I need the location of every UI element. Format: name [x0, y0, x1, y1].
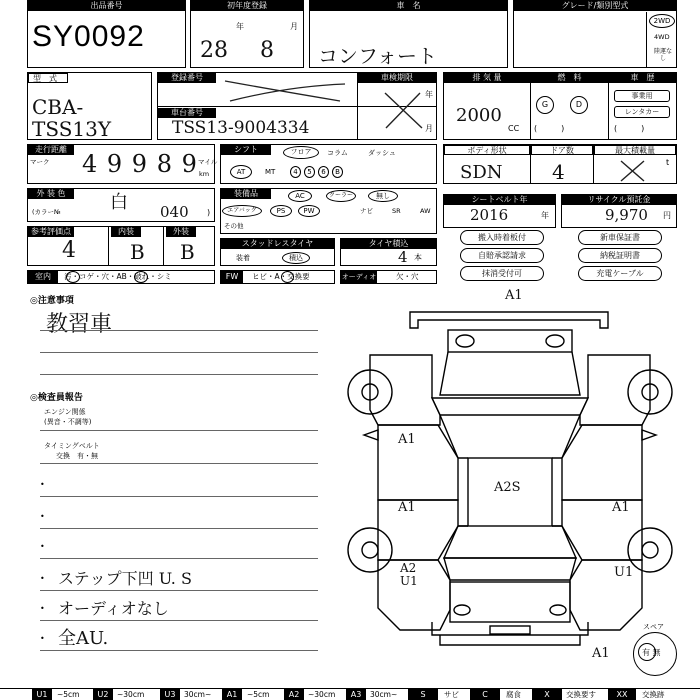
registration-number-label: 登録番号 — [158, 73, 216, 83]
meter-label: マーク — [30, 158, 50, 166]
legend-key-a2: A2 — [284, 689, 304, 700]
damage-left-quarter: A2 U1 — [400, 561, 418, 588]
exterior-grade: B — [180, 240, 195, 264]
doc-delivery: 搬入時着板付 — [460, 230, 544, 245]
color-value: 白 — [110, 192, 128, 213]
legend-key-c: C — [470, 689, 500, 700]
model-label: 型 式 — [28, 73, 68, 83]
interior-condition-items: 汚・コゲ・穴・AB・破れ・シミ — [64, 272, 172, 281]
legend-val-xx: 交換跡 — [642, 690, 665, 699]
load-unit: t — [666, 158, 670, 167]
mile-unit: マイル — [198, 158, 218, 166]
equip-pw: PW — [298, 205, 320, 217]
legend-key-u3: U3 — [160, 689, 180, 700]
studless-fitted: 装着 — [236, 254, 250, 262]
shift-mt: MT — [265, 168, 276, 176]
fuel-label: 燃 料 — [531, 73, 608, 83]
note-all-au: 全AU. — [58, 628, 109, 649]
note-audio: オーディオなし — [58, 599, 169, 618]
damage-left-door: A1 — [398, 432, 416, 447]
legend-val-u1: ~5cm — [57, 690, 80, 699]
legend-key-u2: U2 — [93, 689, 113, 700]
shift-column: コラム — [327, 149, 348, 157]
legend-key-u1: U1 — [32, 689, 52, 700]
doc-insurance: 自賠承認請求 — [460, 248, 544, 263]
engine-label: エンジン関係 — [44, 408, 86, 416]
equip-cooler: クーラー — [326, 190, 356, 202]
fw-label: FW — [221, 271, 243, 283]
legend-key-xx: XX — [608, 689, 636, 700]
equipment-label: 装備品 — [221, 189, 271, 199]
shift-at: AT — [230, 165, 252, 179]
belt-unit: 年 — [541, 211, 549, 220]
mileage-label: 走行距離 — [28, 145, 74, 155]
legend-val-a3: 30cm~ — [370, 690, 398, 699]
car-name-label: 車 名 — [310, 1, 507, 11]
audio-label: オーディオ — [341, 273, 377, 281]
lot-number: SY0092 — [32, 20, 145, 53]
shaken-cross-mark — [380, 88, 430, 133]
tire-label: タイヤ積込 — [341, 239, 436, 249]
recycle-value: 9,970 — [605, 206, 648, 224]
damage-hood: A2S — [494, 480, 521, 495]
year-unit: 年 — [236, 22, 244, 31]
tire-unit: 本 — [414, 253, 422, 262]
registration-cross-mark — [220, 76, 350, 106]
chassis-label: 車台番号 — [158, 108, 216, 118]
displacement-value: 2000 — [456, 105, 502, 126]
spare-value: 有 無 — [642, 648, 661, 657]
legend-val-a2: ~30cm — [308, 690, 336, 699]
shaken-month-unit: 月 — [425, 124, 433, 133]
interior-mark-2 — [134, 271, 148, 283]
doc-cancel: 抹消受付可 — [460, 266, 544, 281]
legend-val-x: 交換要す — [566, 690, 596, 699]
inspection-none: 陸運なし — [653, 48, 672, 62]
body-label: ボディ形状 — [444, 145, 530, 155]
legend-key-x: X — [532, 689, 562, 700]
equip-aw: AW — [420, 207, 431, 215]
interior-grade: B — [130, 240, 145, 264]
month-unit: 月 — [290, 22, 298, 31]
legend-val-a1: ~5cm — [247, 690, 270, 699]
lot-label: 出品番号 — [28, 1, 185, 11]
equip-airbag: エアバック — [222, 205, 262, 217]
interior-grade-label: 内装 — [111, 227, 141, 237]
doc-warranty: 新車保証書 — [578, 230, 662, 245]
shift-floor: フロア — [283, 146, 319, 159]
mileage-value: 4 9 9 8 9 — [82, 150, 198, 178]
legend-val-u3: 30cm~ — [184, 690, 212, 699]
shift-dash: ダッシュ — [368, 149, 396, 157]
registration-year: 28 — [200, 38, 228, 63]
inspector-title: ◎検査員報告 — [30, 393, 83, 403]
drive-4wd: 4WD — [654, 33, 670, 41]
shift-6: 6 — [318, 166, 329, 178]
belt-label: シートベルト年 — [444, 195, 555, 205]
shaken-year-unit: 年 — [425, 90, 433, 99]
usage-label: 車 歴 — [609, 73, 676, 83]
damage-top: A1 — [505, 288, 523, 303]
audio-items: 欠・穴 — [396, 272, 419, 281]
shaken-label: 車検期限 — [358, 73, 436, 83]
drive-2wd: 2WD — [649, 14, 675, 28]
damage-left-rear: A1 — [398, 500, 416, 515]
color-code-label: (カラー№ — [32, 208, 61, 216]
load-label: 最大積載量 — [594, 145, 676, 155]
grade-label: グレード/類別型式 — [514, 1, 676, 11]
equip-navi: ナビ — [360, 207, 373, 215]
fw-items: ヒビ・A・交換要 — [252, 272, 310, 281]
exterior-grade-label: 外装 — [166, 227, 196, 237]
interior-condition-label: 室内 — [28, 271, 58, 283]
equip-none: 無し — [368, 190, 398, 202]
color-code: 040 — [160, 203, 189, 221]
legend-val-c: 腐食 — [506, 690, 521, 699]
belt-value: 2016 — [470, 206, 509, 224]
km-unit: km — [199, 170, 210, 178]
shift-5: 5 — [304, 166, 315, 178]
spare-label: スペア — [643, 623, 664, 631]
doors-label: ドア数 — [531, 145, 593, 155]
legend-key-a3: A3 — [346, 689, 366, 700]
chassis-number: TSS13-9004334 — [172, 118, 310, 138]
legend-val-s: サビ — [444, 690, 459, 699]
notes-text: 教習車 — [46, 312, 113, 337]
equip-ps: PS — [270, 205, 292, 217]
legend-val-u2: ~30cm — [117, 690, 145, 699]
studless-label: スタッドレスタイヤ — [221, 239, 334, 249]
equip-other: その他 — [224, 222, 244, 230]
equip-sr: SR — [392, 207, 401, 215]
studless-loaded: 積込 — [282, 252, 310, 264]
notes-title: ◎注意事項 — [30, 296, 74, 306]
model-value: CBA-TSS13Y — [32, 95, 112, 141]
registration-month: 8 — [260, 38, 274, 63]
timing-label: タイミングベルト — [44, 442, 100, 450]
doc-tax: 納税証明書 — [578, 248, 662, 263]
displacement-label: 排 気 量 — [444, 73, 530, 83]
equip-ac: AC — [288, 190, 312, 202]
displacement-unit: CC — [508, 124, 520, 133]
legend-key-s: S — [408, 689, 438, 700]
interior-mark-1 — [66, 271, 80, 283]
doors-value: 4 — [552, 160, 565, 184]
recycle-label: リサイクル預託金 — [562, 195, 676, 205]
engine-sub: (異音・不調等) — [44, 418, 92, 426]
damage-right-quarter: U1 — [614, 565, 634, 580]
doc-charging-cable: 充電ケーブル — [578, 266, 662, 281]
damage-bottom: A1 — [592, 646, 610, 661]
color-label: 外 装 色 — [28, 189, 74, 199]
timing-sub: 交換 有・無 — [56, 452, 98, 460]
shift-4: 4 — [290, 166, 301, 178]
recycle-unit: 円 — [663, 211, 671, 220]
usage-business: 事業用 — [614, 90, 670, 102]
first-registration-label: 初年度登録 — [191, 1, 303, 11]
body-value: SDN — [460, 162, 503, 183]
score-value: 4 — [62, 238, 76, 263]
note-step: ステップ下凹 U. S — [58, 569, 192, 588]
shift-label: シフト — [221, 145, 271, 155]
shift-b: B — [332, 166, 343, 178]
tire-value: 4 — [398, 248, 408, 266]
damage-right-rear: A1 — [612, 500, 630, 515]
car-name: コンフォート — [318, 44, 437, 68]
legend-key-a1: A1 — [222, 689, 242, 700]
usage-rental: レンタカー — [614, 106, 670, 118]
fuel-diesel: D — [570, 96, 588, 114]
score-label: 参考評価点 — [28, 227, 74, 237]
fw-mark — [281, 271, 294, 283]
fuel-gasoline: G — [536, 96, 554, 114]
load-cross-mark — [618, 158, 648, 184]
